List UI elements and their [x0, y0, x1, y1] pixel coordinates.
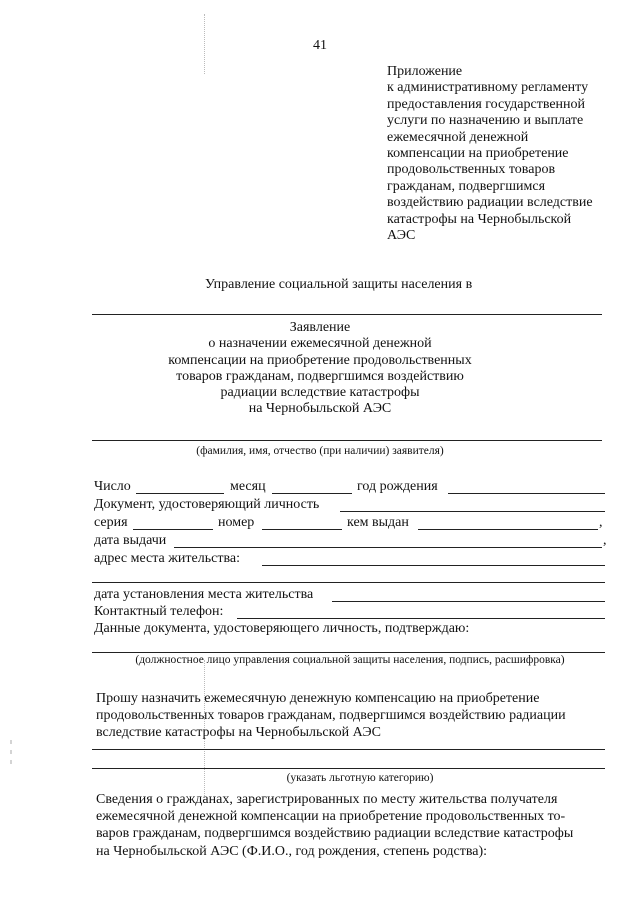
appendix-line: гражданам, подвергшимся	[387, 178, 546, 194]
birth-year-label: год рождения	[357, 479, 438, 494]
residence-date-field[interactable]	[332, 601, 605, 602]
page-number: 41	[313, 38, 327, 53]
request-line: Прошу назначить ежемесячную денежную компенсацию на приобретение	[96, 691, 540, 706]
series-label: серия	[94, 515, 128, 530]
birth-year-field[interactable]	[448, 493, 605, 494]
appendix-block	[387, 64, 627, 244]
month-field[interactable]	[272, 493, 352, 494]
appendix-line: воздействию радиации вследствие	[387, 195, 593, 211]
title-line: компенсации на приобретение продовольственных	[168, 352, 472, 368]
id-document-field[interactable]	[340, 511, 605, 512]
series-field[interactable]	[133, 529, 213, 530]
day-field[interactable]	[136, 493, 224, 494]
appendix-line: компенсации на приобретение	[387, 146, 569, 162]
appendix-line: АЭС	[387, 228, 416, 244]
applicant-name-line[interactable]	[92, 440, 602, 441]
appendix-line: к административному регламенту	[387, 80, 589, 96]
appendix-line: катастрофы на Чернобыльской	[387, 211, 572, 227]
issued-by-label: кем выдан	[347, 515, 409, 530]
request-line: продовольственных товаров гражданам, подвергшимся воздействию радиации	[96, 708, 566, 724]
address-field-line2[interactable]	[92, 582, 605, 583]
address-label: адрес места жительства:	[94, 551, 240, 566]
category-field[interactable]	[92, 749, 605, 750]
appendix-line: Приложение	[387, 64, 463, 79]
comma: ,	[603, 533, 607, 548]
month-label: месяц	[230, 479, 266, 494]
official-caption: (должностное лицо управления социальной защиты населения, подпись, расшифровка)	[135, 654, 565, 666]
id-document-label: Документ, удостоверяющий личность	[94, 497, 320, 512]
household-line: на Чернобыльской АЭС (Ф.И.О., год рождения, степень родства):	[96, 843, 488, 859]
applicant-caption: (фамилия, имя, отчество (при наличии) заявителя)	[196, 445, 444, 457]
title-line: на Чернобыльской АЭС	[248, 401, 392, 417]
official-signature-line[interactable]	[92, 652, 605, 653]
phone-field[interactable]	[237, 618, 605, 619]
phone-label: Контактный телефон:	[94, 604, 224, 619]
address-field[interactable]	[262, 565, 605, 566]
title-line: Заявление	[289, 320, 351, 335]
household-line: варов гражданам, подвергшимся воздействию радиации вследствие катастрофы	[96, 826, 574, 842]
appendix-line: ежемесячной денежной	[387, 129, 529, 145]
number-label: номер	[218, 515, 255, 530]
household-line: ежемесячной денежной компенсации на приобретение продовольственных то-	[96, 809, 566, 825]
appendix-line: услуги по назначению и выплате	[387, 113, 584, 129]
request-line: вследствие катастрофы на Чернобыльской АЭС	[96, 725, 382, 741]
appendix-line: продовольственных товаров	[387, 162, 556, 178]
title-line: радиации вследствие катастрофы	[220, 385, 420, 401]
department-heading: Управление социальной защиты населения в	[205, 277, 473, 292]
issue-date-label: дата выдачи	[94, 533, 167, 548]
category-caption: (указать льготную категорию)	[286, 772, 434, 784]
margin-marks	[8, 740, 14, 768]
title-line: товаров гражданам, подвергшимся воздействию	[176, 368, 464, 384]
comma: ,	[599, 515, 603, 530]
confirm-label: Данные документа, удостоверяющего личность, подтверждаю:	[94, 621, 470, 636]
residence-date-label: дата установления места жительства	[94, 587, 314, 602]
category-field-line2[interactable]	[92, 768, 605, 769]
household-paragraph	[96, 791, 610, 860]
title-line: о назначении ежемесячной денежной	[208, 336, 432, 352]
document-title	[120, 320, 520, 418]
issue-date-field[interactable]	[174, 547, 602, 548]
request-paragraph	[96, 690, 610, 742]
household-line: Сведения о гражданах, зарегистрированных по месту жительства получателя	[96, 792, 558, 807]
day-label: Число	[94, 479, 131, 494]
department-fill-line	[92, 314, 602, 315]
issued-by-field[interactable]	[418, 529, 598, 530]
number-field[interactable]	[262, 529, 342, 530]
appendix-line: предоставления государственной	[387, 96, 586, 112]
